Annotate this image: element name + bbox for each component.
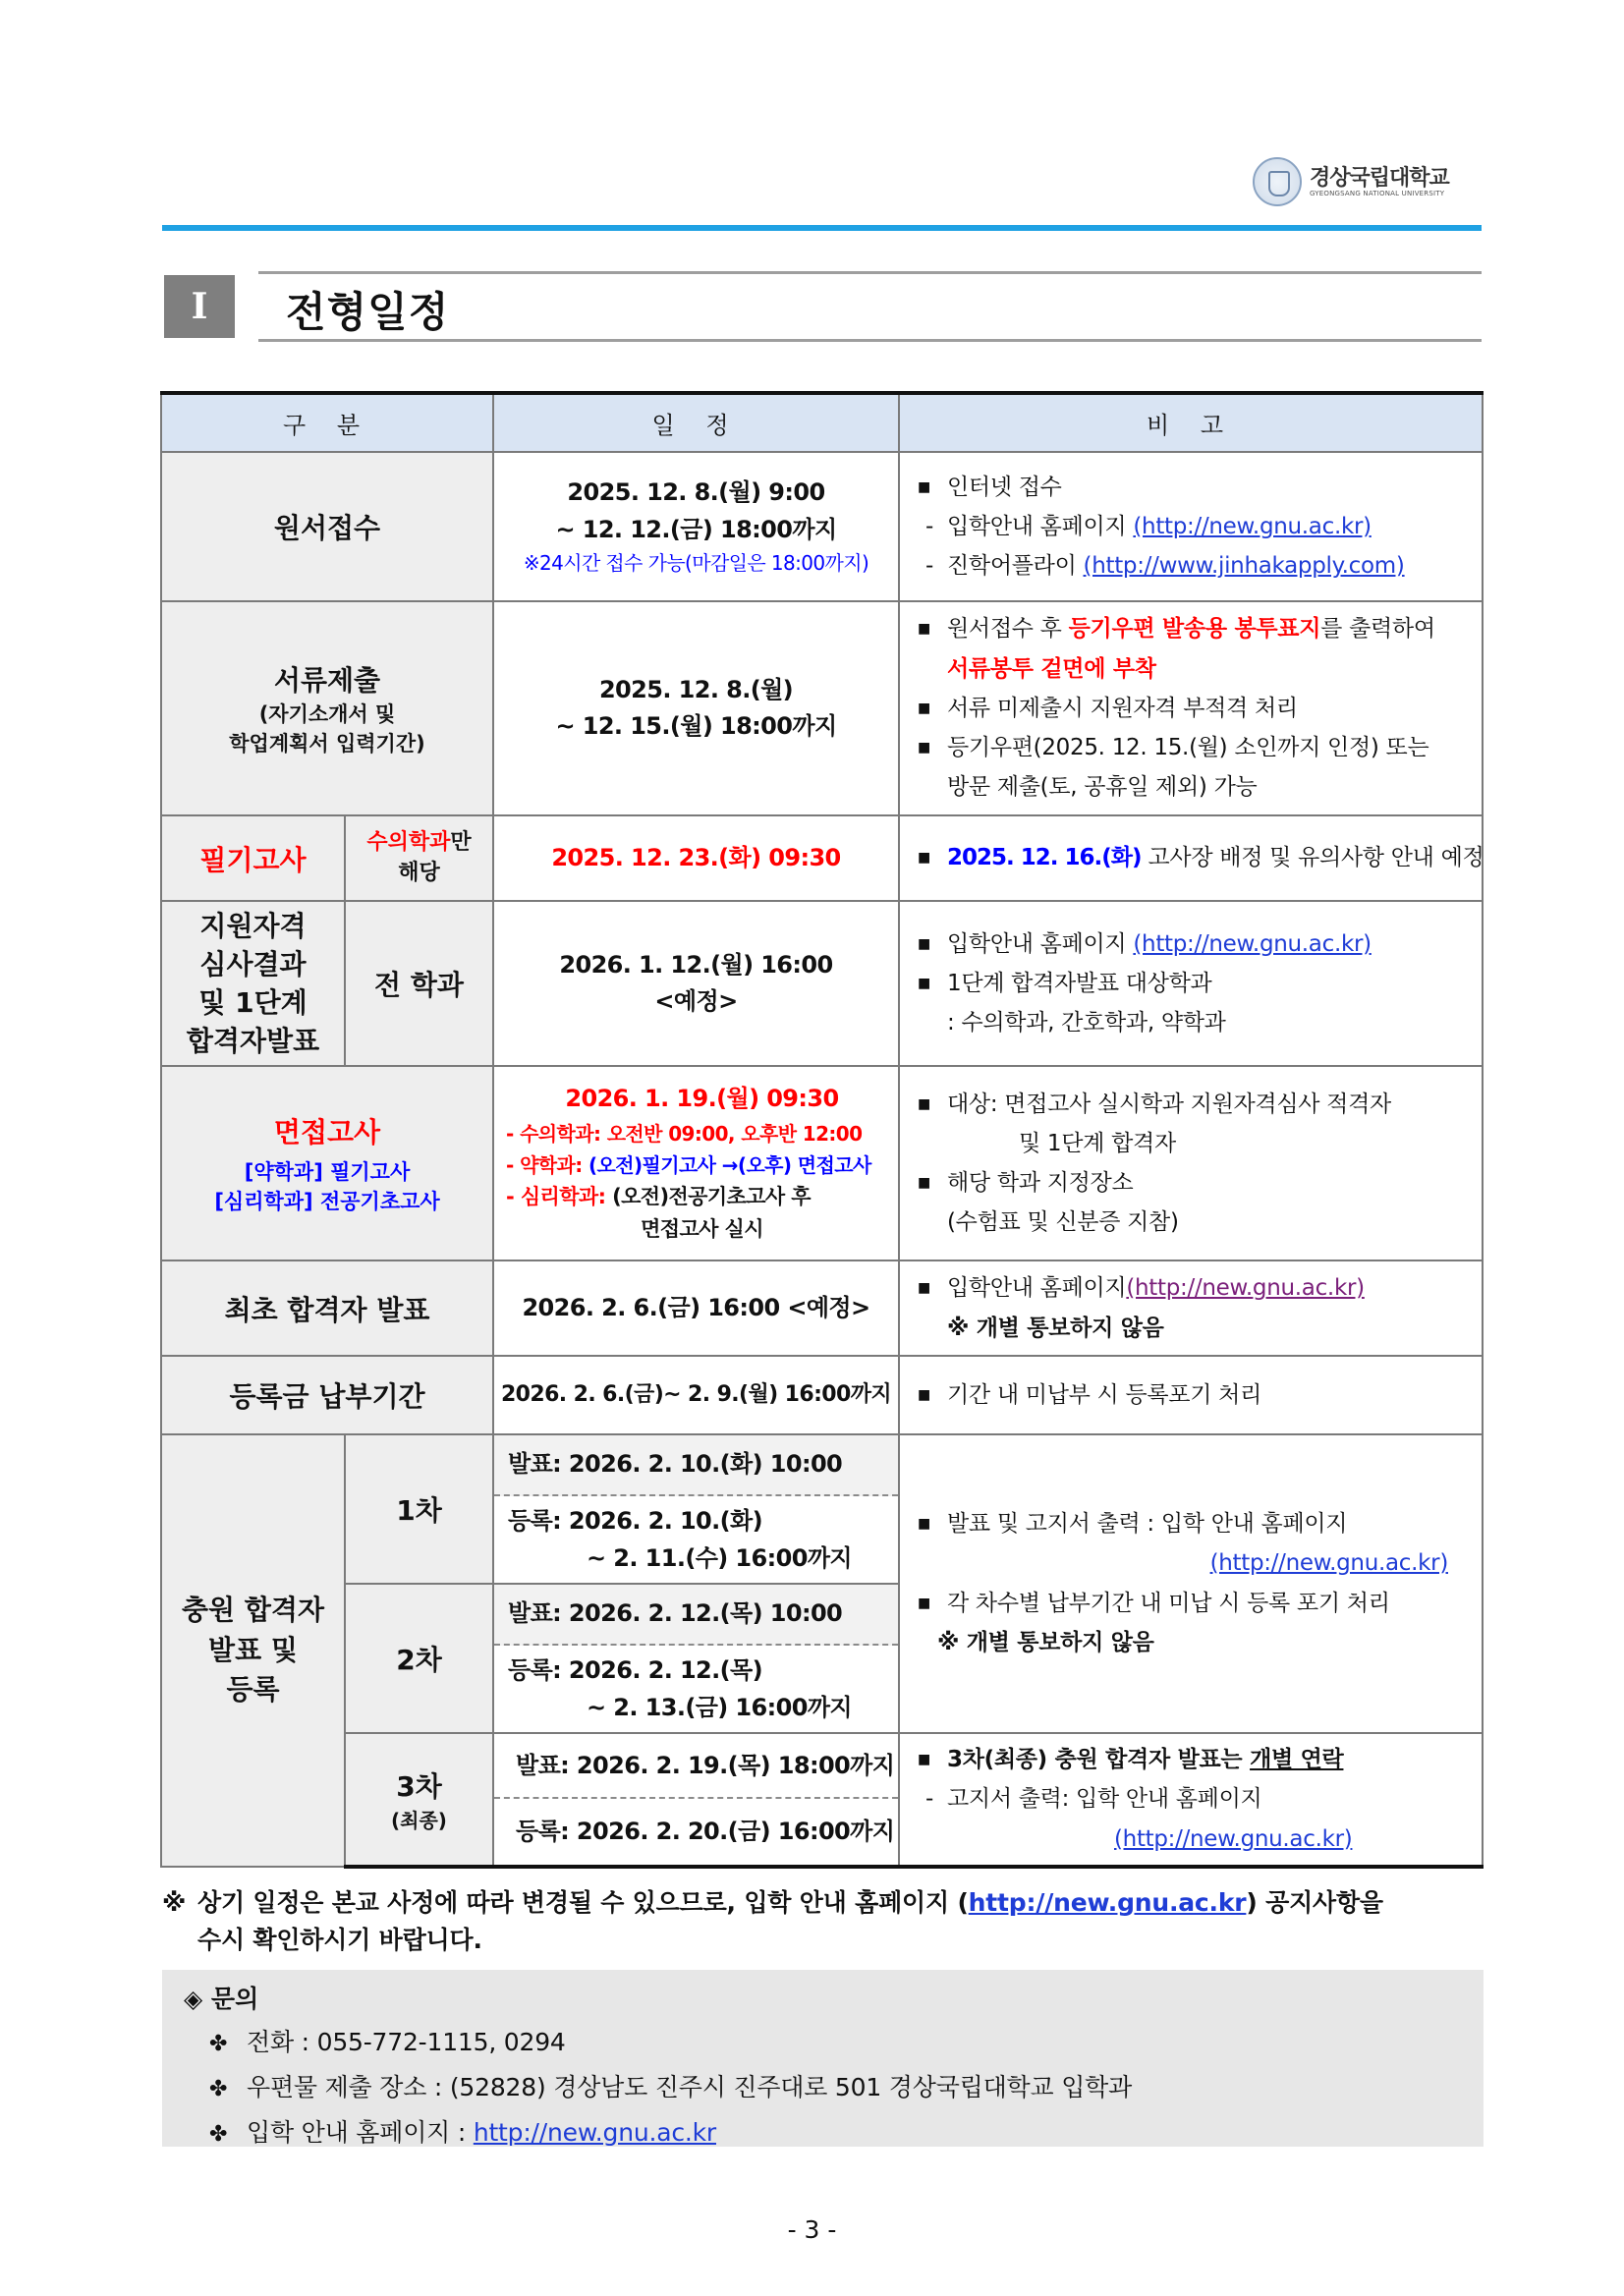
date-detail: (오전)전공기초고사 후 — [612, 1184, 811, 1208]
note-text: 3차(최종) 충원 합격자 발표는 — [947, 1747, 1251, 1772]
note-text: 입학안내 홈페이지 — [947, 1275, 1127, 1302]
bullet-icon: ■ — [918, 975, 930, 991]
note-text: 1단계 합격자발표 대상학과 — [947, 970, 1212, 996]
note-text: 인터넷 접수 — [947, 474, 1062, 500]
dept-name: - 약학과: — [506, 1152, 588, 1177]
note-text: 각 차수별 납부기간 내 미납 시 등록 포기 처리 — [947, 1590, 1390, 1616]
table-row — [161, 901, 1483, 1066]
note-text: 해당 학과 지정장소 — [947, 1170, 1134, 1196]
schedule-table — [160, 391, 1484, 1869]
header-rule — [162, 225, 1482, 231]
university-name-en: GYEONGSANG NATIONAL UNIVERSITY — [1310, 190, 1445, 197]
announce-date: 발표: 2026. 2. 10.(화) 10:00 — [494, 1435, 898, 1496]
page-number: - 3 - — [787, 2215, 837, 2244]
note-text: : 수의학과, 간호학과, 약학과 — [947, 1010, 1226, 1036]
notes-cell — [899, 1066, 1483, 1260]
bullet-icon: ■ — [918, 935, 930, 952]
row-label: 필기고사 — [161, 815, 345, 901]
table-row — [161, 815, 1483, 901]
note-text: 서류 미제출시 지원자격 부적격 처리 — [947, 695, 1298, 721]
note-text: 등기우편(2025. 12. 15.(월) 소인까지 인정) 또는 — [947, 735, 1429, 761]
note-text: 를 출력하여 — [1320, 616, 1435, 643]
header-schedule: 일 정 — [493, 393, 899, 452]
dept-name: 수의학과 — [366, 829, 451, 855]
row-label-line: 심사결과 — [199, 947, 307, 980]
university-name: 경상국립대학교 — [1310, 166, 1449, 191]
university-logo — [1253, 157, 1479, 208]
note-text: 입학안내 홈페이지 — [947, 513, 1134, 539]
schedule-cell — [493, 1733, 899, 1867]
homepage-link[interactable]: (http://new.gnu.ac.kr) — [1114, 1825, 1353, 1852]
notes-cell — [899, 1260, 1483, 1356]
note-text: ※ 개별 통보하지 않음 — [937, 1629, 1154, 1655]
notes-cell — [899, 1434, 1483, 1733]
row-label-line: 발표 및 — [208, 1633, 298, 1666]
homepage-link[interactable]: (http://new.gnu.ac.kr) — [1209, 1550, 1448, 1577]
note-highlight: 개별 연락 — [1250, 1747, 1344, 1772]
schedule-cell — [493, 452, 899, 601]
table-row — [161, 1260, 1483, 1356]
bullet-icon: ■ — [918, 1175, 930, 1191]
date-detail: (오전)필기고사 →(오후) 면접고사 — [588, 1152, 871, 1177]
date-text: ~ 12. 15.(월) 18:00까지 — [555, 712, 837, 740]
bullet-icon: ■ — [918, 700, 930, 716]
jinhakapply-link[interactable]: (http://www.jinhakapply.com) — [1083, 553, 1405, 580]
dept-name: - 심리학과: — [506, 1184, 613, 1208]
row-label-sub: [약학과] 필기고사 — [244, 1160, 411, 1184]
note-text: 기간 내 미납부 시 등록포기 처리 — [947, 1381, 1261, 1408]
note-text: 입학안내 홈페이지 — [947, 930, 1134, 957]
contact-text: 우편물 제출 장소 : (52828) 경상남도 진주시 진주대로 501 경상국립대학교 입학과 — [247, 2073, 1133, 2101]
note-text: 대상: 면접고사 실시학과 지원자격심사 적격자 — [947, 1091, 1391, 1117]
row-label-line: 합격자발표 — [186, 1025, 320, 1058]
row-label-title: 서류제출 — [273, 664, 381, 697]
date-text: 2025. 12. 8.(월) — [598, 675, 794, 703]
footnote-text: 수시 확인하시기 바랍니다. — [197, 1925, 482, 1954]
register-line: 등록: 2026. 2. 12.(목) — [508, 1656, 762, 1684]
bullet-icon: ■ — [918, 740, 930, 756]
footnote — [162, 1884, 1484, 1958]
note-text: 및 1단계 합격자 — [1019, 1130, 1176, 1156]
register-line: ~ 2. 13.(금) 16:00까지 — [587, 1694, 852, 1722]
row-label-line: 및 1단계 — [198, 986, 308, 1019]
note-text: 고지서 출력: 입학 안내 홈페이지 — [947, 1786, 1262, 1813]
row-sublabel-text: 해당 — [398, 860, 440, 885]
round-label-sub: (최종) — [391, 1808, 447, 1832]
register-line: ~ 2. 11.(수) 16:00까지 — [587, 1544, 852, 1573]
clover-bullet-icon: ✤ — [209, 2122, 228, 2147]
notes-cell — [899, 901, 1483, 1066]
section-title: 전형일정 — [286, 288, 450, 336]
round-label-text: 3차 — [396, 1769, 442, 1803]
notes-cell — [899, 815, 1483, 901]
round-label — [345, 1733, 493, 1867]
contact-mail — [184, 2066, 1462, 2111]
homepage-link[interactable]: (http://new.gnu.ac.kr) — [1133, 513, 1372, 539]
contact-text: 전화 : 055-772-1115, 0294 — [247, 2028, 566, 2056]
register-date — [494, 1646, 898, 1732]
table-row — [161, 1356, 1483, 1434]
register-date — [494, 1496, 898, 1583]
notes-cell: ■ 3차(최종) 충원 합격자 발표는 개별 연락 - 고지서 출력: 입학 안내 홈페이지 (http://new.gnu.ac.kr) — [899, 1733, 1483, 1867]
row-label — [161, 601, 493, 815]
row-label-line: 충원 합격자 — [182, 1593, 324, 1626]
register-line: 등록: 2026. 2. 10.(화) — [508, 1507, 762, 1535]
homepage-link[interactable]: http://new.gnu.ac.kr — [968, 1888, 1247, 1917]
table-row — [161, 601, 1483, 815]
schedule-cell — [493, 901, 899, 1066]
announce-date: 발표: 2026. 2. 12.(목) 10:00 — [494, 1585, 898, 1646]
table-header-row — [161, 393, 1483, 452]
date-detail: 면접고사 실시 — [641, 1217, 763, 1242]
schedule-cell — [493, 1066, 899, 1260]
row-label-sub: [심리학과] 전공기초고사 — [214, 1190, 440, 1213]
row-label — [161, 1066, 493, 1260]
note-text: (수험표 및 신분증 지참) — [947, 1209, 1179, 1236]
note-date: 2025. 12. 16.(화) — [947, 845, 1142, 871]
contact-web — [184, 2111, 1462, 2156]
bullet-icon: ■ — [918, 1752, 930, 1767]
row-label-line: 등록 — [226, 1673, 280, 1707]
clover-bullet-icon: ✤ — [209, 2032, 228, 2056]
homepage-link[interactable]: (http://new.gnu.ac.kr) — [1133, 930, 1372, 957]
homepage-link[interactable]: (http://new.gnu.ac.kr) — [1126, 1275, 1365, 1302]
date-note: ※24시간 접수 가능(마감일은 18:00까지) — [523, 550, 869, 575]
contact-text: 입학 안내 홈페이지 : — [247, 2118, 474, 2147]
row-label-sub: (자기소개서 및 — [258, 702, 396, 726]
bullet-icon: ■ — [918, 621, 930, 638]
schedule-cell: 2026. 2. 6.(금)~ 2. 9.(월) 16:00까지 — [493, 1356, 899, 1434]
header-category: 구 분 — [161, 393, 493, 452]
note-text: 발표 및 고지서 출력 : 입학 안내 홈페이지 — [947, 1511, 1348, 1537]
note-mark-icon: ※ — [162, 1888, 187, 1917]
note-text: 방문 제출(토, 공휴일 제외) 가능 — [947, 774, 1258, 801]
bullet-icon: ■ — [918, 1386, 930, 1403]
notes-cell — [899, 1356, 1483, 1434]
row-label-line: 지원자격 — [199, 909, 307, 942]
bullet-icon: ■ — [918, 1095, 930, 1112]
date-detail: - 수의학과: 오전반 09:00, 오후반 12:00 — [506, 1121, 863, 1146]
table-row — [161, 1066, 1483, 1260]
contact-phone — [184, 2021, 1462, 2066]
row-label — [161, 1434, 345, 1867]
footnote-text: 상기 일정은 본교 사정에 따라 변경될 수 있으므로, 입학 안내 홈페이지 ( — [197, 1888, 969, 1917]
note-highlight: 등기우편 발송용 봉투표지 — [1068, 616, 1321, 643]
schedule-cell — [493, 1434, 899, 1584]
note-text: ※ 개별 통보하지 않음 — [947, 1315, 1164, 1341]
section-number: I — [164, 275, 235, 338]
row-label: 원서접수 — [161, 452, 493, 601]
schedule-cell — [493, 601, 899, 815]
note-text: 고사장 배정 및 유의사항 안내 예정 — [1141, 845, 1484, 871]
note-text: 원서접수 후 — [947, 616, 1069, 643]
bullet-icon: ■ — [918, 1595, 930, 1611]
header-notes: 비 고 — [899, 393, 1483, 452]
section-title-box — [258, 271, 1482, 342]
schedule-cell: 2026. 2. 6.(금) 16:00 <예정> — [493, 1260, 899, 1356]
bullet-icon: ■ — [918, 850, 930, 867]
date-text: 2025. 12. 8.(월) 9:00 — [567, 478, 825, 507]
table-row — [161, 1434, 1483, 1584]
bullet-icon: ■ — [918, 1280, 930, 1297]
row-sublabel-text: 만 — [450, 829, 472, 855]
table-row — [161, 1733, 1483, 1867]
register-date: 등록: 2026. 2. 20.(금) 16:00까지 — [516, 1817, 895, 1845]
row-sublabel: 전 학과 — [345, 901, 493, 1066]
university-seal-icon — [1253, 157, 1302, 206]
contact-box — [162, 1970, 1484, 2147]
schedule-cell — [493, 1584, 899, 1733]
schedule-cell: 2025. 12. 23.(화) 09:30 — [493, 815, 899, 901]
notes-cell: ■ 인터넷 접수 - 입학안내 홈페이지 (http://new.gnu.ac.kr) - 진학어플라이 (http://www.jinhakapply.com) — [899, 452, 1483, 601]
row-label-sub: 학업계획서 입력기간) — [229, 732, 425, 756]
date-text: 2026. 1. 19.(월) 09:30 — [565, 1085, 839, 1113]
row-label: 등록금 납부기간 — [161, 1356, 493, 1434]
note-text: 진학어플라이 — [947, 553, 1084, 580]
announce-date: 발표: 2026. 2. 19.(목) 18:00까지 — [494, 1734, 898, 1799]
bullet-icon: ■ — [918, 478, 930, 495]
contact-title: ◈ 문의 — [184, 1985, 259, 2013]
date-text: 2026. 1. 12.(월) 16:00 — [559, 950, 833, 979]
row-label — [161, 901, 345, 1066]
note-highlight: 서류봉투 겉면에 부착 — [947, 655, 1156, 682]
table-row — [161, 452, 1483, 601]
bullet-icon: ■ — [918, 1516, 930, 1532]
date-text: ~ 12. 12.(금) 18:00까지 — [555, 515, 837, 543]
clover-bullet-icon: ✤ — [209, 2077, 228, 2101]
row-label: 최초 합격자 발표 — [161, 1260, 493, 1356]
round-label: 1차 — [345, 1434, 493, 1584]
footnote-text: ) 공지사항을 — [1246, 1888, 1383, 1917]
row-label-title: 면접고사 — [273, 1116, 381, 1148]
notes-cell — [899, 601, 1483, 815]
round-label: 2차 — [345, 1584, 493, 1733]
row-sublabel — [345, 815, 493, 901]
date-text: <예정> — [654, 987, 738, 1015]
homepage-link[interactable]: http://new.gnu.ac.kr — [473, 2118, 716, 2147]
